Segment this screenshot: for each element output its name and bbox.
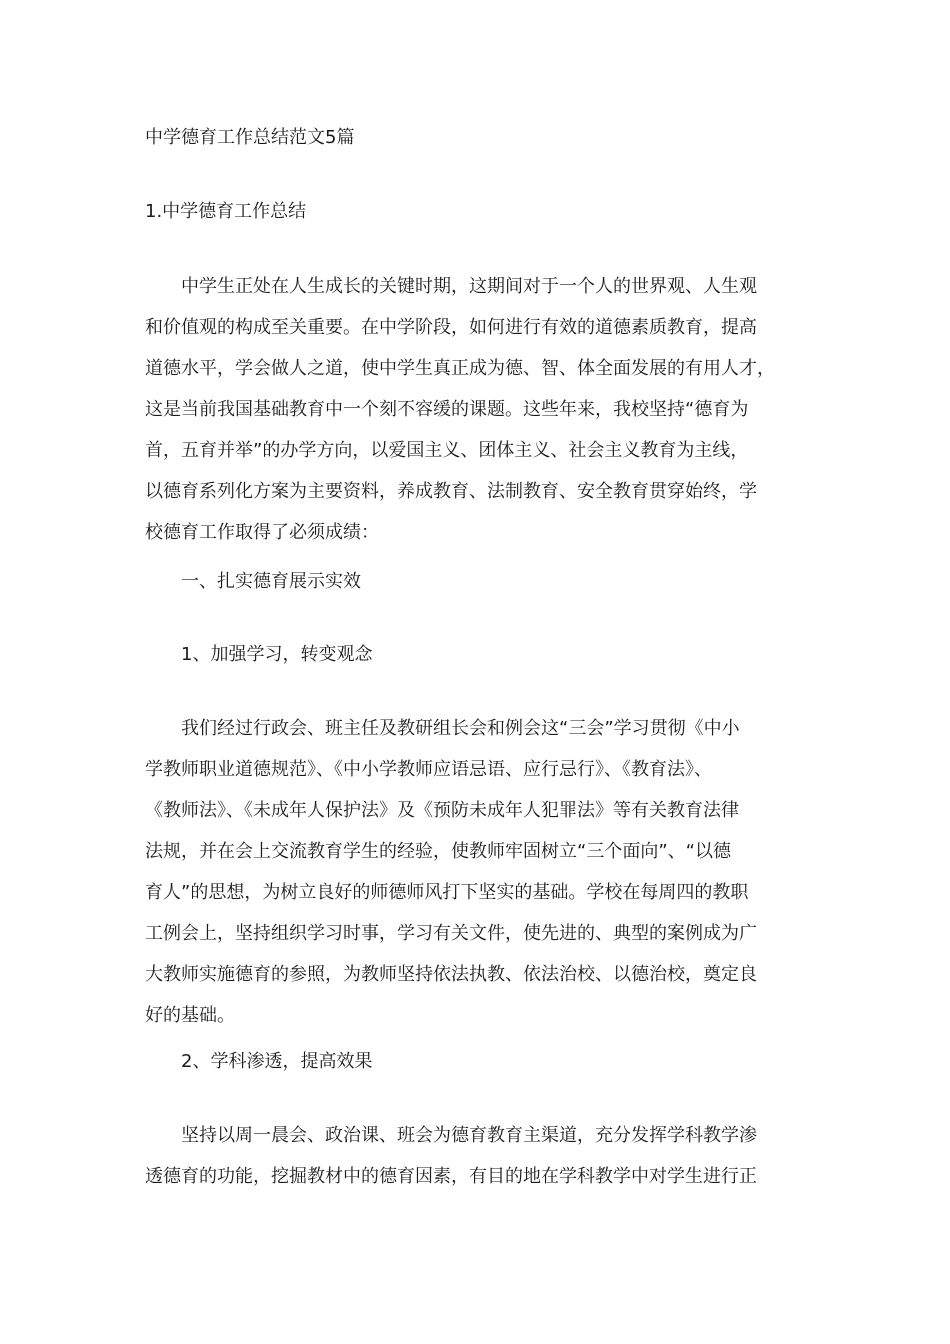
subsection-heading: 2、学科渗透，提高效果 <box>181 1051 373 1072</box>
paragraph-line: 我们经过行政会、班主任及教研组长会和例会这“三会”学习贯彻《中小 <box>181 718 740 739</box>
paragraph-line: 透德育的功能，挖掘教材中的德育因素，有目的地在学科教学中对学生进行正 <box>145 1166 757 1187</box>
subsection-heading: 1、加强学习，转变观念 <box>181 644 373 665</box>
part-heading: 一、扎实德育展示实效 <box>181 571 361 592</box>
section-heading: 1.中学德育工作总结 <box>145 201 307 222</box>
paragraph-line: 道德水平，学会做人之道，使中学生真正成为德、智、体全面发展的有用人才， <box>145 358 775 379</box>
paragraph-line: 工例会上，坚持组织学习时事，学习有关文件，使先进的、典型的案例成为广 <box>145 923 757 944</box>
paragraph-line: 学教师职业道德规范》、《中小学教师应语忌语、应行忌行》、《教育法》、 <box>145 759 712 780</box>
paragraph-line: 大教师实施德育的参照，为教师坚持依法执教、依法治校、以德治校，奠定良 <box>145 964 757 985</box>
paragraph-line: 中学生正处在人生成长的关键时期，这期间对于一个人的世界观、人生观 <box>181 276 757 297</box>
paragraph-line: 育人”的思想，为树立良好的师德师风打下坚实的基础。学校在每周四的教职 <box>145 882 749 903</box>
paragraph-line: 以德育系列化方案为主要资料，养成教育、法制教育、安全教育贯穿始终，学 <box>145 481 757 502</box>
document-title: 中学德育工作总结范文5篇 <box>145 127 355 148</box>
paragraph-line: 这是当前我国基础教育中一个刻不容缓的课题。这些年来，我校坚持“德育为 <box>145 399 749 420</box>
paragraph-line: 校德育工作取得了必须成绩： <box>145 522 379 543</box>
paragraph-line: 和价值观的构成至关重要。在中学阶段，如何进行有效的道德素质教育，提高 <box>145 317 757 338</box>
paragraph-line: 《教师法》、《未成年人保护法》及《预防未成年人犯罪法》等有关教育法律 <box>145 800 739 821</box>
paragraph-line: 法规，并在会上交流教育学生的经验，使教师牢固树立“三个面向”、“以德 <box>145 841 731 862</box>
paragraph-line: 坚持以周一晨会、政治课、班会为德育教育主渠道，充分发挥学科教学渗 <box>181 1125 757 1146</box>
paragraph-line: 好的基础。 <box>145 1005 235 1026</box>
paragraph-line: 首，五育并举”的办学方向，以爱国主义、团体主义、社会主义教育为主线， <box>145 440 749 461</box>
